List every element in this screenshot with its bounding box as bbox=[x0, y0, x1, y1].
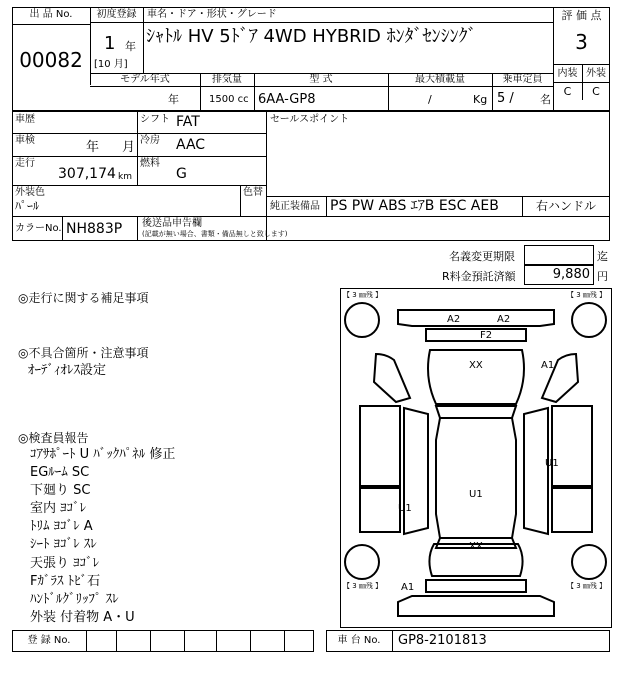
model-year-label: モデル年式 bbox=[120, 74, 170, 85]
tire-label-front-right: 【 3 ㎜残 】 bbox=[567, 291, 607, 299]
damage-mark: A1 bbox=[401, 582, 415, 593]
mileage-value: 307,174 bbox=[58, 166, 116, 182]
inspector-line: ﾊﾝﾄﾞﾙｸﾞﾘｯﾌﾟ ｽﾚ bbox=[30, 592, 119, 607]
damage-mark: A1 bbox=[541, 360, 555, 371]
exterior-label: 外装 bbox=[586, 68, 606, 79]
mileage-label: 走行 bbox=[15, 158, 35, 169]
color-no-label: カラーNo. bbox=[15, 223, 62, 234]
inspection-month-unit: 月 bbox=[122, 140, 136, 155]
first-reg-label: 初度登録 bbox=[96, 9, 137, 20]
tire-label-front-left: 【 3 ㎜残 】 bbox=[343, 291, 383, 299]
inspector-line: 天張り ﾖｺﾞﾚ bbox=[30, 556, 100, 571]
hood bbox=[428, 350, 524, 404]
inspection-year-unit: 年 bbox=[86, 140, 100, 155]
chassis-no: GP8-2101813 bbox=[398, 633, 487, 648]
car-name-label: 車名・ドア・形状・グレード bbox=[147, 9, 277, 20]
inspector-line: Fｶﾞﾗｽ ﾄﾋﾞ石 bbox=[30, 574, 101, 589]
first-reg-year: 1 bbox=[104, 33, 116, 54]
fuel-value: G bbox=[176, 166, 187, 182]
score-label: 評 価 点 bbox=[561, 9, 602, 22]
name-change-box bbox=[524, 245, 594, 265]
first-reg-month: [10 月] bbox=[94, 59, 128, 70]
defects-title: ◎不具合箇所・注意事項 bbox=[18, 346, 149, 360]
inspector-line: 室内 ﾖｺﾞﾚ bbox=[30, 501, 87, 516]
fuel-label: 燃料 bbox=[140, 158, 160, 169]
ext-color-label: 外装色 bbox=[15, 187, 45, 198]
front-bumper bbox=[398, 310, 554, 326]
driving-notes-title: ◎走行に関する補足事項 bbox=[18, 291, 149, 305]
name-change-unit: 迄 bbox=[597, 250, 608, 263]
tire-front-left bbox=[345, 303, 379, 337]
car-damage-diagram bbox=[340, 288, 612, 628]
color-change-label: 色替 bbox=[243, 187, 263, 198]
inspection-label: 車検 bbox=[15, 135, 35, 146]
fender-front-left bbox=[374, 354, 410, 402]
tire-label-rear-right: 【 3 ㎜残 】 bbox=[567, 582, 607, 590]
post-doc-note: (記載が無い場合、書類・備品無しと致します) bbox=[142, 230, 288, 238]
tire-rear-left bbox=[345, 545, 379, 579]
inspector-line: ｺｱｻﾎﾟｰﾄ U ﾊﾞｯｸﾊﾟﾈﾙ 修正 bbox=[30, 447, 176, 462]
car-name: ｼｬﾄﾙ HV 5ﾄﾞｱ 4WD HYBRID ﾎﾝﾀﾞｾﾝｼﾝｸﾞ bbox=[146, 26, 477, 47]
damage-mark: XX bbox=[469, 541, 483, 552]
inspector-line: 下廻り SC bbox=[30, 483, 91, 498]
damage-mark: XX bbox=[469, 360, 483, 371]
year-unit: 年 bbox=[125, 40, 136, 53]
capacity-value: 5 / bbox=[497, 91, 514, 106]
post-doc-label: 後送品申告欄 bbox=[142, 218, 202, 229]
damage-mark: U1 bbox=[545, 458, 559, 469]
steering-value: 右ハンドル bbox=[535, 199, 596, 213]
capacity-unit: 名 bbox=[540, 93, 551, 106]
displacement-value: 1500 cc bbox=[209, 94, 249, 105]
recycle-value: 9,880 bbox=[552, 267, 590, 282]
model-code: 6AA-GP8 bbox=[258, 92, 316, 107]
model-year-unit: 年 bbox=[168, 93, 179, 106]
damage-mark: U1 bbox=[398, 503, 412, 514]
equipment-label: 純正装備品 bbox=[270, 201, 320, 212]
side-right-front bbox=[552, 406, 592, 486]
tire-front-right bbox=[572, 303, 606, 337]
lot-number: 00082 bbox=[19, 48, 83, 72]
rear-plate bbox=[426, 580, 526, 592]
inspector-title: ◎検査員報告 bbox=[18, 431, 89, 445]
damage-mark: F2 bbox=[480, 330, 493, 341]
defects-line: ｵｰﾃﾞｨｵﾚｽ設定 bbox=[28, 363, 107, 378]
inspector-line: ｼｰﾄ ﾖｺﾞﾚ ｽﾚ bbox=[30, 537, 97, 552]
interior-label: 内装 bbox=[557, 68, 578, 79]
roof bbox=[436, 418, 516, 538]
reg-no-label: 登 録 No. bbox=[27, 635, 71, 646]
max-load-label: 最大積載量 bbox=[415, 74, 465, 85]
tire-label-rear-left: 【 3 ㎜残 】 bbox=[343, 582, 383, 590]
shift-label: シフト bbox=[140, 114, 170, 125]
history-label: 車歴 bbox=[15, 114, 35, 125]
side-left-front bbox=[360, 406, 400, 486]
door-right bbox=[524, 408, 548, 534]
ac-value: AAC bbox=[176, 137, 206, 153]
windshield bbox=[436, 406, 516, 418]
tire-rear-right bbox=[572, 545, 606, 579]
damage-mark: A2 bbox=[447, 314, 461, 325]
recycle-label: R料金預託済額 bbox=[442, 270, 516, 283]
recycle-unit: 円 bbox=[597, 270, 608, 283]
max-load-sep: / bbox=[428, 93, 432, 106]
exterior-grade: C bbox=[592, 85, 600, 98]
equipment-value: PS PW ABS ｴｱB ESC AEB bbox=[330, 198, 499, 214]
door-left bbox=[404, 408, 428, 534]
inspector-line: 外装 付着物 A・U bbox=[30, 610, 135, 625]
ext-color-value: ﾊﾟｰﾙ bbox=[15, 199, 40, 213]
interior-grade: C bbox=[563, 85, 572, 98]
sales-point-label: セールスポイント bbox=[270, 114, 350, 125]
rear-bumper bbox=[398, 596, 554, 616]
chassis-label: 車 台 No. bbox=[337, 635, 381, 646]
mileage-unit: km bbox=[118, 172, 132, 182]
side-left-rear bbox=[360, 488, 400, 532]
displacement-label: 排気量 bbox=[212, 74, 242, 85]
damage-mark: A2 bbox=[497, 314, 511, 325]
side-right-rear bbox=[552, 488, 592, 532]
capacity-label: 乗車定員 bbox=[502, 74, 543, 85]
name-change-label: 名義変更期限 bbox=[449, 250, 515, 263]
damage-mark: U1 bbox=[469, 489, 483, 500]
type-label: 型 式 bbox=[309, 74, 333, 85]
inspector-line: EGﾙｰﾑ SC bbox=[30, 465, 90, 480]
inspector-line: ﾄﾘﾑ ﾖｺﾞﾚ A bbox=[30, 519, 93, 534]
max-load-unit: Kg bbox=[473, 93, 488, 106]
front-grille bbox=[426, 329, 526, 341]
ac-label: 冷房 bbox=[140, 135, 160, 146]
score-value: 3 bbox=[575, 30, 588, 54]
color-no-value: NH883P bbox=[66, 221, 123, 237]
lot-label: 出 品 No. bbox=[29, 9, 73, 20]
shift-value: FAT bbox=[176, 114, 200, 130]
